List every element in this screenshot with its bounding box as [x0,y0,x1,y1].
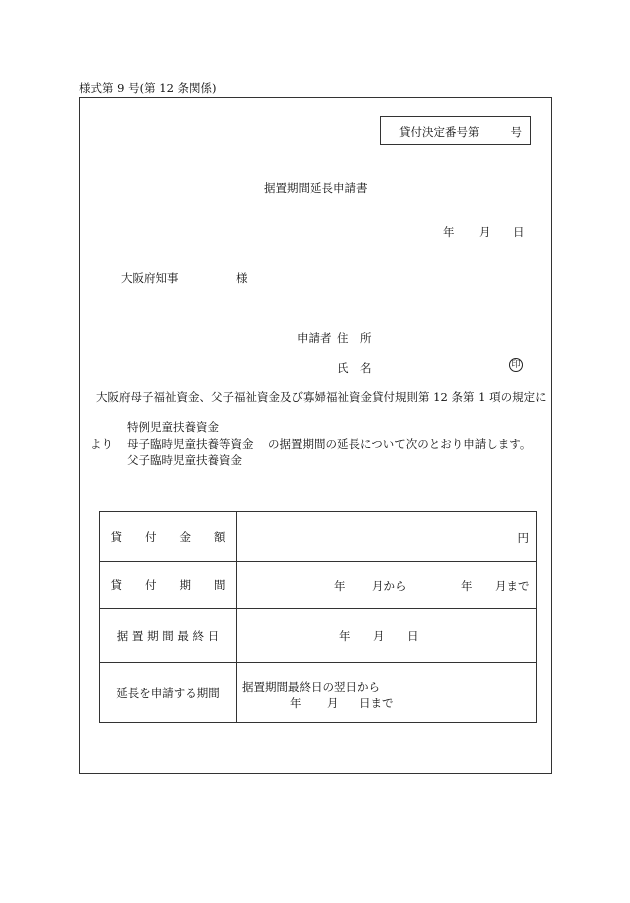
addressee-honorific: 様 [236,271,248,285]
table-row-deferment-end [100,609,537,663]
loan-period-value [237,562,537,609]
loan-period-year1: 年 [334,579,346,593]
addressee-name: 大阪府知事 [121,271,179,285]
decision-number-box [380,116,531,145]
fund-option-3: 父子臨時児童扶養資金 [127,453,242,467]
deferment-end-year: 年 [339,629,351,643]
form-reference: 様式第 9 号(第 12 条関係) [79,81,217,95]
table-row-loan-period [100,562,537,609]
fund-option-1: 特例児童扶養資金 [127,420,219,434]
loan-amount-label: 貸 付 金 額 [100,512,237,562]
extension-period-day: 日まで [359,696,394,710]
body-line-1: 大阪府母子福祉資金、父子福祉資金及び寡婦福祉資金貸付規則第 12 条第 1 項の規定に [96,390,547,404]
table-row-loan-amount [100,512,537,562]
seal-mark: 印 [509,358,523,372]
deferment-end-month: 月 [373,629,385,643]
decision-number-suffix: 号 [510,125,522,139]
body-yori: より [90,437,113,451]
extension-period-year: 年 [290,696,302,710]
fund-option-2: 母子臨時児童扶養等資金 [127,437,254,451]
deferment-end-day: 日 [407,629,419,643]
deferment-end-label: 据 置 期 間 最 終 日 [100,609,237,663]
loan-period-label: 貸 付 期 間 [100,562,237,609]
date-day: 日 [513,225,525,239]
loan-amount-value [237,512,537,562]
table-row-extension-period [100,663,537,723]
loan-amount-unit: 円 [517,531,529,545]
extension-period-value [237,663,537,723]
address-label: 住 所 [337,331,372,345]
document-title: 据置期間延長申請書 [264,181,368,195]
name-label: 氏 名 [337,361,372,375]
loan-period-year2: 年 [461,579,473,593]
applicant-label: 申請者 [297,331,332,345]
extension-period-label: 延長を申請する期間 [100,663,237,723]
body-line-2: の据置期間の延長について次のとおり申請します。 [268,437,532,451]
extension-period-line1: 据置期間最終日の翌日から [242,680,380,694]
application-table [99,511,537,723]
loan-period-month1: 月から [372,579,407,593]
date-year: 年 [443,225,455,239]
date-month: 月 [479,225,491,239]
loan-period-month2: 月まで [495,579,530,593]
deferment-end-value [237,609,537,663]
decision-number-label: 貸付決定番号第 [399,125,480,139]
extension-period-month: 月 [327,696,339,710]
